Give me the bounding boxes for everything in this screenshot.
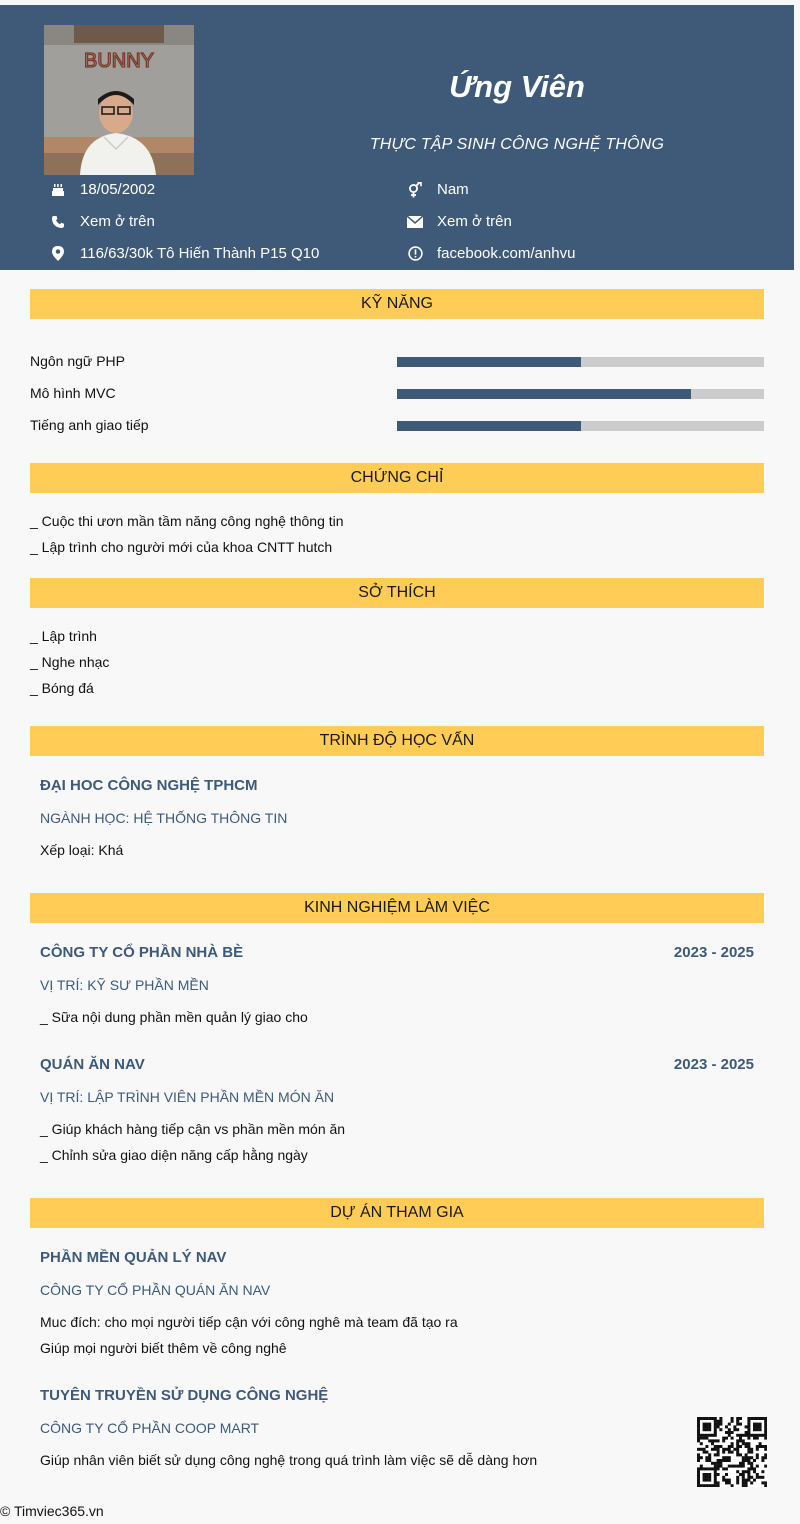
certificate-item: _ Cuộc thi ươn mần tầm năng công nghệ thông tin <box>30 513 344 529</box>
skill-label: Mô hình MVC <box>30 385 116 401</box>
phone-value: Xem ở trên <box>80 213 155 230</box>
facebook-row <box>407 245 575 262</box>
job-detail: _ Sữa nội dung phần mền quản lý giao cho <box>40 1009 308 1025</box>
location-pin-icon <box>50 246 66 262</box>
address-row <box>50 245 319 262</box>
cv-header <box>0 5 794 270</box>
skill-bar-track <box>397 421 764 431</box>
job-detail: _ Chỉnh sửa giao diện năng cấp hằng ngày <box>40 1147 308 1163</box>
phone-icon <box>50 214 66 230</box>
company-name: QUÁN ĂN NAV <box>40 1056 145 1073</box>
address-value: 116/63/30k Tô Hiến Thành P15 Q10 <box>80 245 320 262</box>
job-title: THỰC TẬP SINH CÔNG NGHỆ THÔNG <box>369 136 665 153</box>
project-name: PHẦN MỀN QUẢN LÝ NAV <box>40 1249 227 1266</box>
skill-label: Tiếng anh giao tiếp <box>30 417 149 433</box>
section-title-hobbies: SỞ THÍCH <box>30 578 764 608</box>
skill-row <box>30 384 764 404</box>
hobby-item: _ Lập trình <box>30 628 97 644</box>
school-name: ĐẠI HOC CÔNG NGHỆ TPHCM <box>40 777 258 794</box>
phone-row <box>50 213 155 230</box>
mail-icon <box>407 214 423 230</box>
job-position: VỊ TRÍ: KỸ SƯ PHẦN MỀN <box>40 977 209 993</box>
skill-row <box>30 416 764 436</box>
facebook-value[interactable]: facebook.com/anhvu <box>437 245 576 262</box>
skill-bar-fill <box>397 389 691 399</box>
job-period: 2023 - 2025 <box>673 1056 754 1073</box>
section-title-skills: KỸ NĂNG <box>30 289 764 319</box>
svg-text:BUNNY: BUNNY <box>83 50 155 72</box>
birthday-row <box>50 181 155 198</box>
email-row <box>407 213 512 230</box>
hobby-item: _ Bóng đá <box>30 680 94 696</box>
skill-bar-track <box>397 357 764 367</box>
email-value: Xem ở trên <box>437 213 512 230</box>
gender-row <box>407 181 469 198</box>
footer-credit[interactable]: © Timviec365.vn <box>0 1503 104 1519</box>
section-title-education: TRÌNH ĐỘ HỌC VẤN <box>30 726 764 756</box>
info-circle-icon <box>407 246 423 262</box>
certificate-item: _ Lập trình cho người mới của khoa CNTT hutch <box>30 539 333 555</box>
section-title-certificates: CHỨNG CHỈ <box>30 463 764 493</box>
birthday-cake-icon <box>50 182 66 198</box>
project-company: CÔNG TY CỔ PHẦN COOP MART <box>40 1420 260 1436</box>
gender-icon <box>407 182 423 198</box>
birthday-value: 18/05/2002 <box>80 181 156 198</box>
hobby-item: _ Nghe nhạc <box>30 654 110 670</box>
avatar-photo <box>44 25 194 175</box>
section-title-projects: DỰ ÁN THAM GIA <box>30 1198 764 1228</box>
education-major: NGÀNH HỌC: HỆ THỐNG THÔNG TIN <box>40 810 288 826</box>
job-period: 2023 - 2025 <box>673 944 754 961</box>
skill-bar-fill <box>397 357 581 367</box>
skill-bar-fill <box>397 421 581 431</box>
project-name: TUYÊN TRUYỀN SỬ DỤNG CÔNG NGHỆ <box>40 1387 329 1404</box>
gender-value: Nam <box>437 181 469 198</box>
education-grade: Xếp loại: Khá <box>40 842 124 858</box>
project-detail: Giúp mọi người biết thêm về công nghê <box>40 1340 287 1356</box>
qr-code-icon <box>697 1417 767 1487</box>
job-detail: _ Giúp khách hàng tiếp cận vs phần mền món ăn <box>40 1121 346 1137</box>
project-company: CÔNG TY CỔ PHẦN QUÁN ĂN NAV <box>40 1282 271 1298</box>
project-detail: Muc đích: cho mọi người tiếp cận với công nghê mà team đã tạo ra <box>40 1314 458 1330</box>
skill-bar-track <box>397 389 764 399</box>
skill-row <box>30 352 764 372</box>
candidate-name: Ứng Viên <box>449 69 585 104</box>
skill-label: Ngôn ngữ PHP <box>30 353 125 369</box>
section-title-experience: KINH NGHIỆM LÀM VIỆC <box>30 893 764 923</box>
company-name: CÔNG TY CỔ PHẦN NHÀ BÈ <box>40 944 244 961</box>
project-detail: Giúp nhân viên biết sử dụng công nghệ trong quá trình làm việc sẽ dễ dàng hơn <box>40 1452 538 1468</box>
job-position: VỊ TRÍ: LẬP TRÌNH VIÊN PHẦN MỀN MÓN ĂN <box>40 1089 335 1105</box>
